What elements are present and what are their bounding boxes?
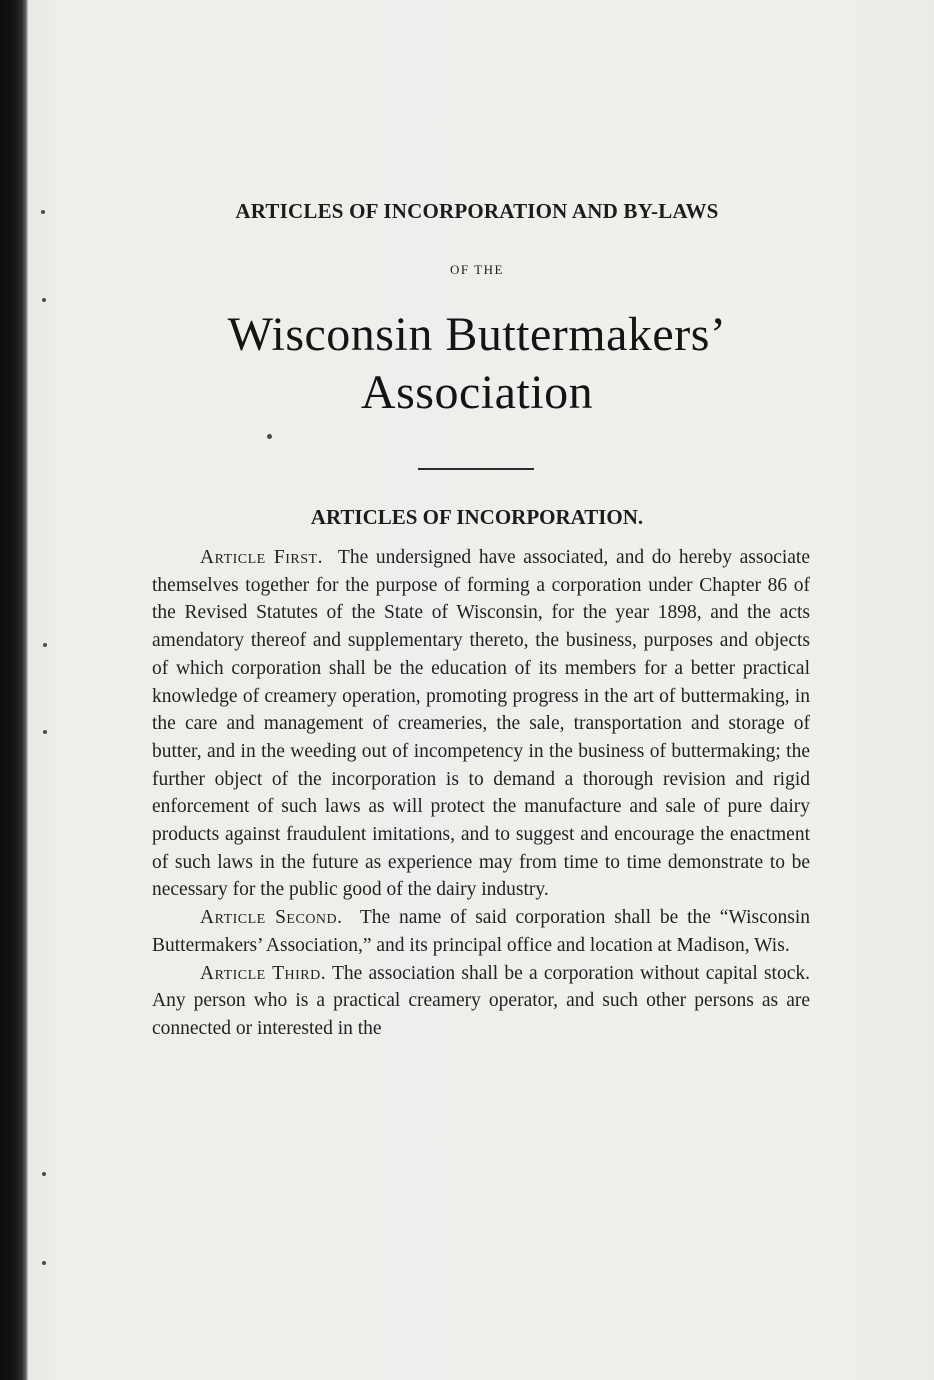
article-text: The undersigned have associated, and do hereby associate themselves together for the purpose of forming a corporation under Chapter 86 of the Revised Statutes of the State of Wisconsin, for the year 1898, and the acts amendatory thereof and supplementary thereto, the business, purposes and objects of which corporation shall be the education of its members for a better practical knowledge of creamery operation, promoting progress in the art of buttermaking, in the care and management of creameries, the sale, transportation and storage of butter, and in the weeding out of incompetency in the business of buttermaking; the further object of the incorporation is to demand a thorough revision and rigid enforcement of such laws as will protect the manufacture and sale of pure dairy products against fraudulent imitations, and to suggest and encourage the enactment of such laws in the future as experience may from time to time demonstrate to be necessary for the public good of the dairy industry. [152,547,810,901]
print-speck [42,298,46,302]
print-speck [267,434,272,439]
article-text: The name of said corporation shall be the “Wisconsin Buttermakers’ Association,” and its principal office and location at Madison, Wis. [152,907,810,956]
title-line-2: Association [360,366,594,419]
main-heading: ARTICLES OF INCORPORATION AND BY-LAWS [235,199,719,223]
print-speck [43,643,47,647]
article-label: Article Second. [200,907,343,929]
article-paragraph [152,544,810,904]
article-text: The association shall be a corporation without capital stock. Any person who is a practical creamery operator, and such other persons as are connected or interested in the [152,962,811,1039]
subheading-of-the: OF THE [450,262,504,277]
article-paragraph [152,904,810,959]
article-paragraph [152,960,810,1043]
association-title [0,306,934,422]
section-heading: ARTICLES OF INCORPORATION. [310,505,644,529]
divider-rule [418,468,534,470]
title-line-1: Wisconsin Buttermakers’ [227,308,727,361]
article-label: Article Third. [200,962,327,984]
print-speck [42,1172,46,1176]
print-speck [43,730,47,734]
articles-body [152,544,810,1043]
print-speck [42,1261,46,1265]
article-label: Article First. [200,547,323,568]
